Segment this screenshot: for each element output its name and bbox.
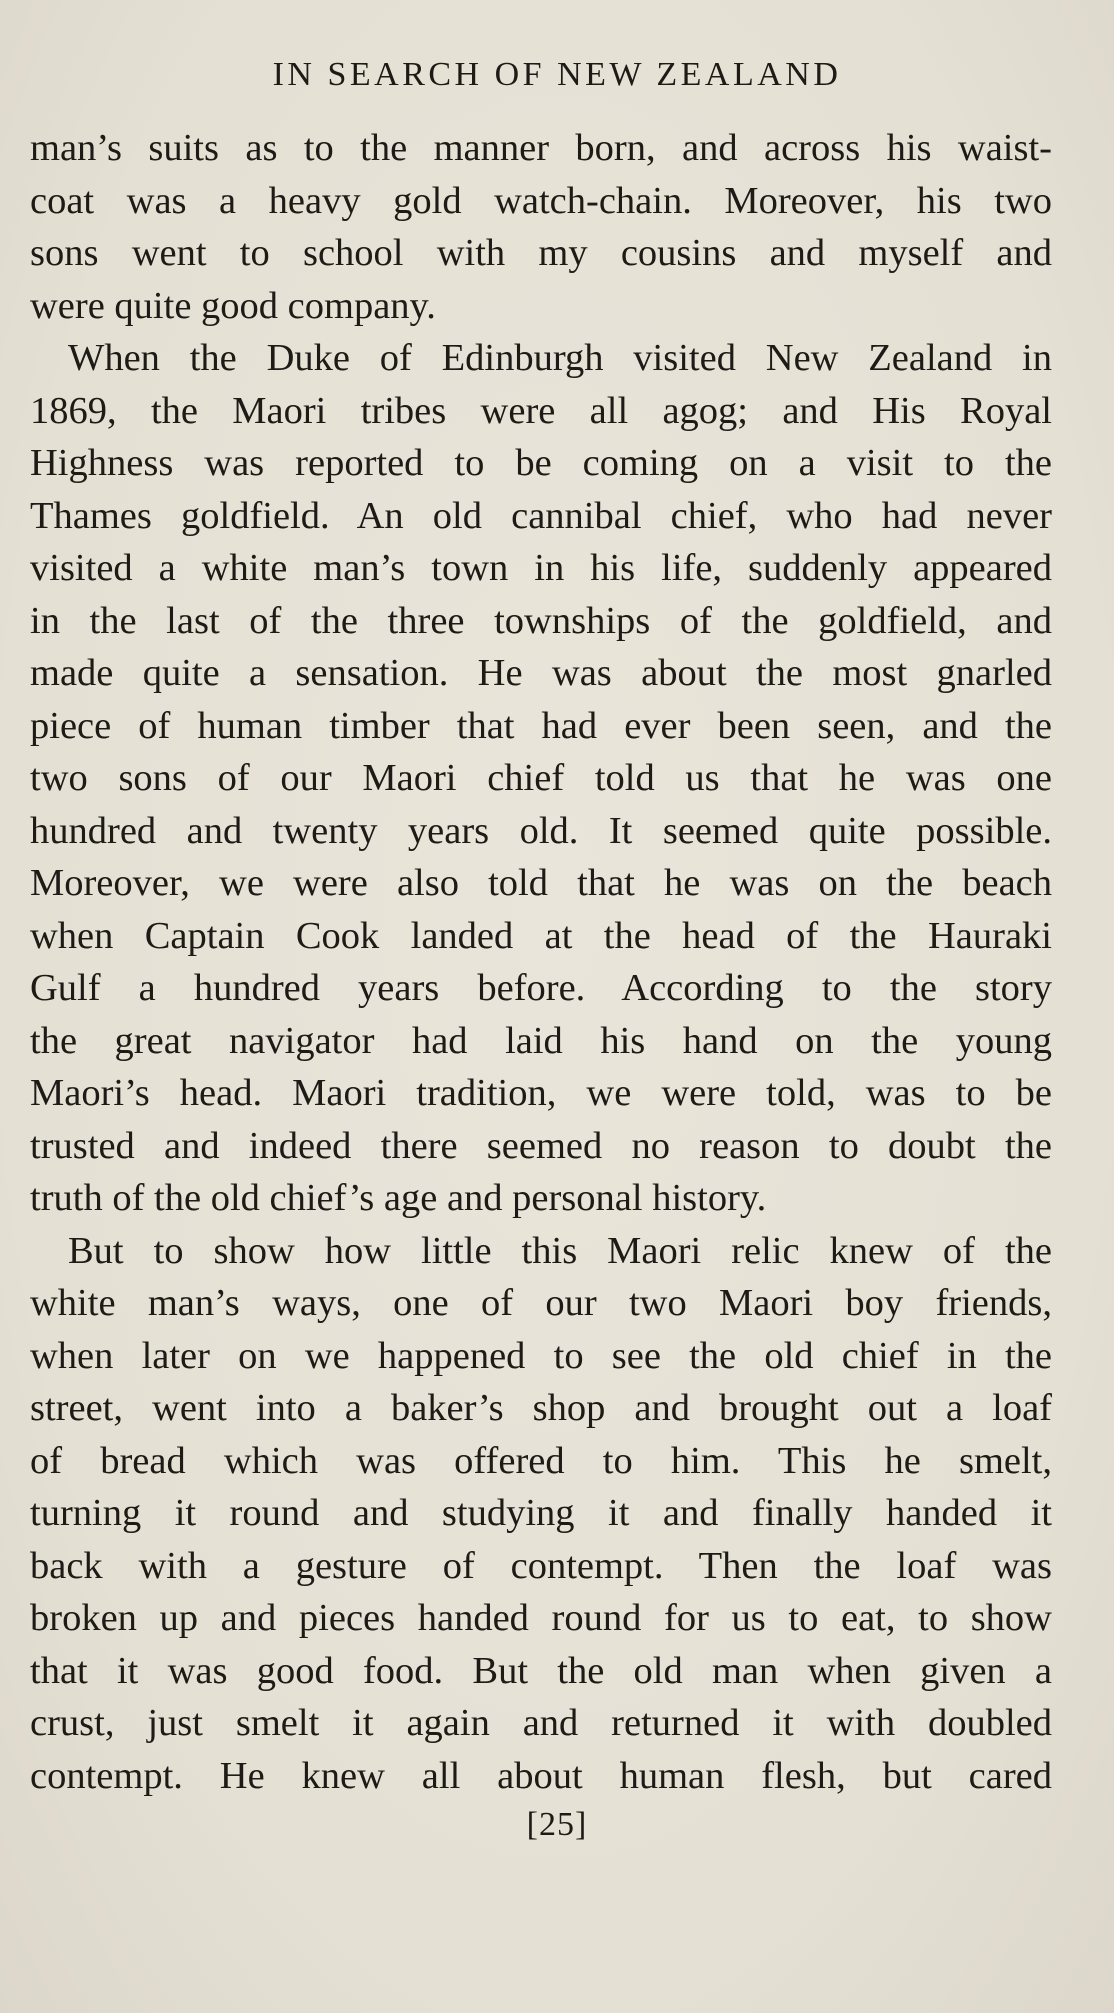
text-line: visited a white man’s town in his life, suddenly appeared (30, 547, 1052, 589)
text-line: trusted and indeed there seemed no reason to doubt the (30, 1124, 1052, 1167)
paragraph-2 (30, 332, 1052, 1225)
text-line: sons went to school with my cousins and myself and (30, 232, 1052, 274)
text-line: made quite a sensation. He was about the most gnarled (30, 652, 1052, 694)
text-line: hundred and twenty years old. It seemed quite possible. (30, 809, 1052, 852)
paragraph-3 (30, 1225, 1052, 1803)
text-line: that it was good food. But the old man when given a (30, 1649, 1052, 1692)
text-line: But to show how little this Maori relic knew of the (68, 1229, 1052, 1272)
text-line: Moreover, we were also told that he was on the beach (30, 862, 1052, 904)
text-line: 1869, the Maori tribes were all agog; and His Royal (30, 389, 1052, 432)
text-line: two sons of our Maori chief told us that he was one (30, 757, 1052, 799)
text-line: truth of the old chief’s age and personal history. (30, 1177, 767, 1219)
text-line: piece of human timber that had ever been seen, and the (30, 704, 1052, 747)
text-line: the great navigator had laid his hand on the young (30, 1019, 1052, 1062)
text-line: Gulf a hundred years before. According to the story (30, 967, 1052, 1009)
running-head: IN SEARCH OF NEW ZEALAND (272, 56, 842, 93)
text-line: Maori’s head. Maori tradition, we were told, was to be (30, 1072, 1052, 1114)
text-line: turning it round and studying it and finally handed it (30, 1492, 1052, 1534)
text-line: broken up and pieces handed round for us to eat, to show (30, 1597, 1052, 1639)
text-line: Highness was reported to be coming on a visit to the (30, 442, 1052, 484)
text-line: coat was a heavy gold watch-chain. Moreover, his two (30, 179, 1052, 222)
page-number: [25] (526, 1806, 588, 1843)
text-line: when later on we happened to see the old chief in the (30, 1334, 1052, 1377)
paragraph-1 (30, 122, 1052, 332)
text-line: when Captain Cook landed at the head of the Hauraki (30, 914, 1052, 957)
text-line: When the Duke of Edinburgh visited New Zealand in (68, 337, 1052, 379)
text-line: contempt. He knew all about human flesh, but cared (30, 1754, 1052, 1797)
text-line: crust, just smelt it again and returned it with doubled (30, 1702, 1052, 1744)
text-line: white man’s ways, one of our two Maori boy friends, (30, 1282, 1052, 1324)
text-line: in the last of the three townships of the goldfield, and (30, 599, 1052, 642)
text-line: Thames goldfield. An old cannibal chief, who had never (30, 494, 1052, 537)
text-line: street, went into a baker’s shop and brought out a loaf (30, 1387, 1052, 1429)
text-line: man’s suits as to the manner born, and across his waist- (30, 127, 1052, 169)
text-line: of bread which was offered to him. This he smelt, (30, 1439, 1052, 1482)
text-line: back with a gesture of contempt. Then the loaf was (30, 1544, 1052, 1587)
text-line: were quite good company. (30, 284, 436, 327)
body-text (30, 122, 1052, 1802)
